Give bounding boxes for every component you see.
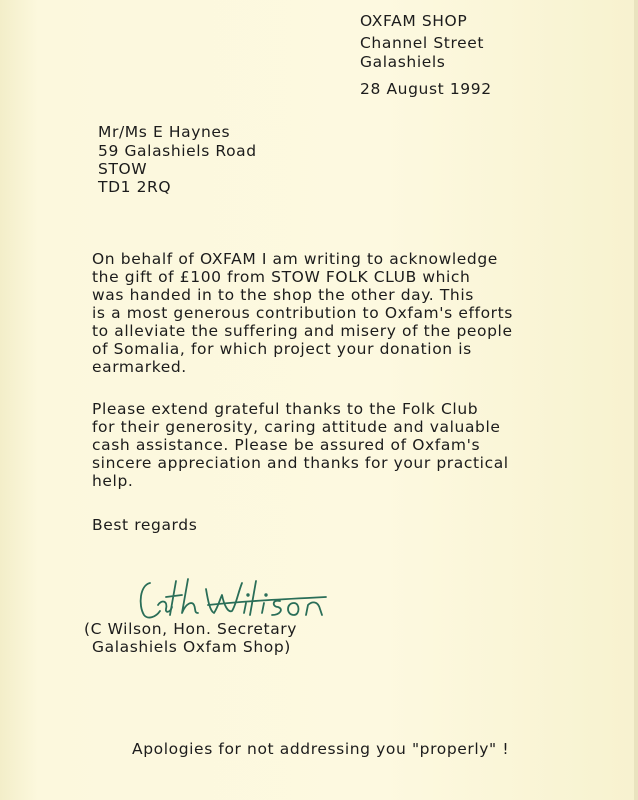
paragraph-line: Please extend grateful thanks to the Folk Club bbox=[92, 400, 479, 418]
recipient-name: Mr/Ms E Haynes bbox=[98, 123, 231, 141]
paragraph-line: cash assistance. Please be assured of Oxfam's bbox=[92, 436, 481, 454]
handwritten-signature bbox=[136, 575, 336, 623]
recipient-town: STOW bbox=[98, 160, 148, 178]
paragraph-line: was handed in to the shop the other day. This bbox=[92, 286, 474, 304]
paragraph-line: for their generosity, caring attitude and valuable bbox=[92, 418, 501, 436]
sender-street: Channel Street bbox=[360, 34, 485, 52]
postscript: Apologies for not addressing you "properly" ! bbox=[132, 740, 510, 758]
closing: Best regards bbox=[92, 516, 198, 534]
signatory-line: Galashiels Oxfam Shop) bbox=[92, 638, 291, 656]
sender-org: OXFAM SHOP bbox=[360, 12, 468, 30]
paragraph-line: to alleviate the suffering and misery of the people bbox=[92, 322, 513, 340]
recipient-postcode: TD1 2RQ bbox=[98, 178, 172, 196]
paragraph-line: earmarked. bbox=[92, 358, 187, 376]
paragraph-line: the gift of £100 from STOW FOLK CLUB which bbox=[92, 268, 471, 286]
paper-edge bbox=[634, 0, 638, 800]
paragraph-line: On behalf of OXFAM I am writing to acknowledge bbox=[92, 250, 498, 268]
signatory-line: (C Wilson, Hon. Secretary bbox=[84, 620, 298, 638]
paragraph-line: sincere appreciation and thanks for your practical bbox=[92, 454, 509, 472]
paragraph-line: of Somalia, for which project your donation is bbox=[92, 340, 472, 358]
paragraph-line: help. bbox=[92, 472, 134, 490]
recipient-street: 59 Galashiels Road bbox=[98, 142, 257, 160]
letter-date: 28 August 1992 bbox=[360, 80, 492, 98]
paragraph-line: is a most generous contribution to Oxfam's efforts bbox=[92, 304, 513, 322]
sender-town: Galashiels bbox=[360, 53, 446, 71]
